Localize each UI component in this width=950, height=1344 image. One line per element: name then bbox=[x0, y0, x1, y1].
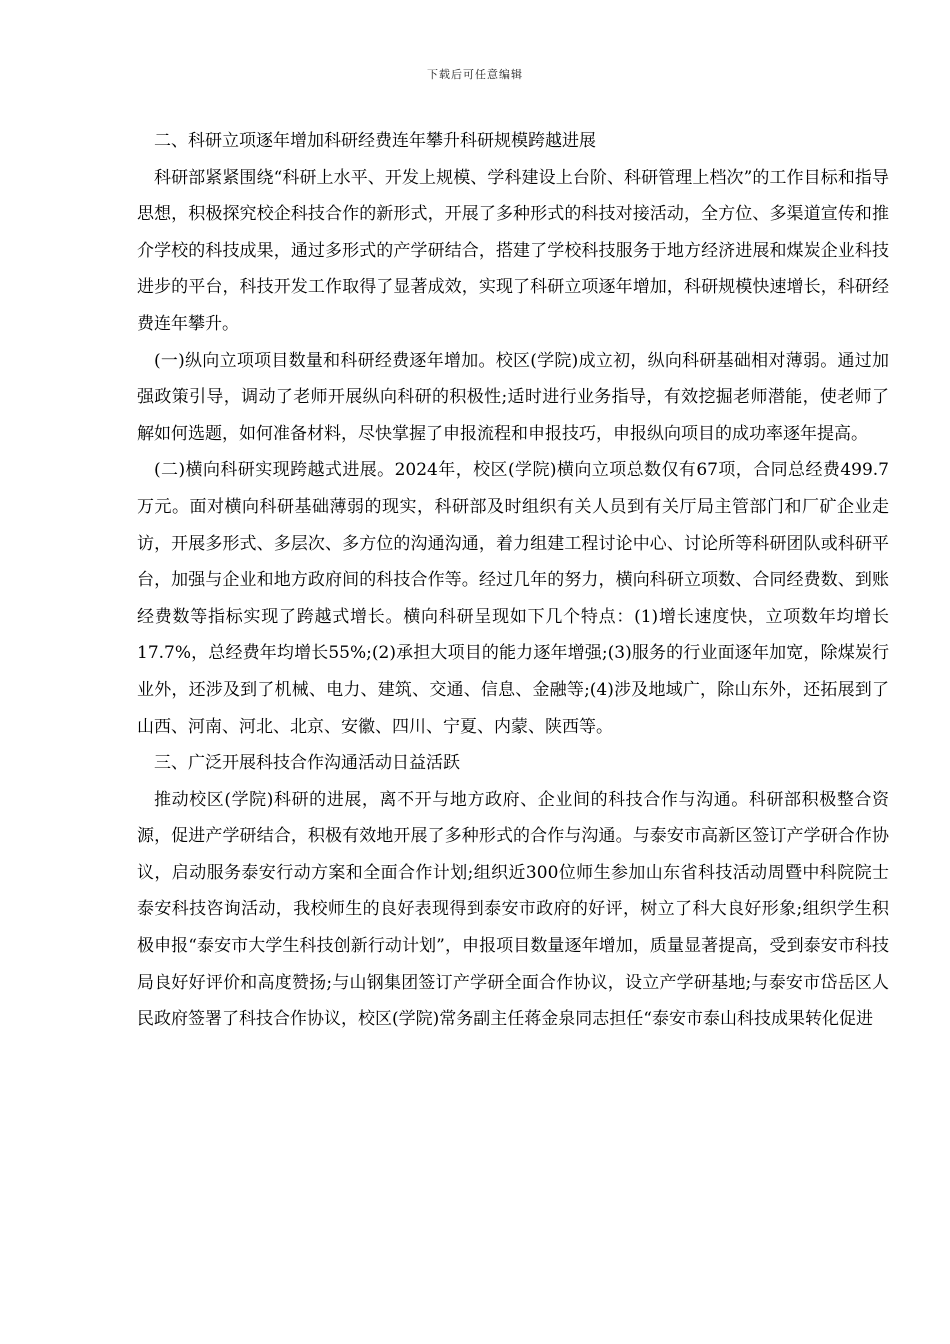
section-heading-3: 三、广泛开展科技合作沟通活动日益活跃 bbox=[154, 753, 460, 774]
paragraph-vertical-projects: (一)纵向立项项目数量和科研经费逐年增加。校区(学院)成立初，纵向科研基础相对薄弱。通过加强政策引导，调动了老师开展纵向科研的积极性;适时进行业务指导，有效挖掘老师潜能，使老师了解如何选题，如何准备材料，尽快掌握了申报流程和申报技巧，申报纵向项目的成功率逐年提高。 bbox=[137, 350, 889, 444]
paragraph-cooperation: 推动校区(学院)科研的进展，离不开与地方政府、企业间的科技合作与沟通。科研部积极整合资源，促进产学研结合，积极有效地开展了多种形式的合作与沟通。与泰安市高新区签订产学研合作协议，启动服务泰安行动方案和全面合作计划;组织近300位师生参加山东省科技活动周暨中科院院士泰安科技咨询活动，我校师生的良好表现得到泰安市政府的好评，树立了科大良好形象;组织学生积极申报“泰安市大学生科技创新行动计划”，申报项目数量逐年增加，质量显著提高，受到泰安市科技局良好好评价和高度赞扬;与山钢集团签订产学研全面合作协议，设立产学研基地;与泰安市岱岳区人民政府签署了科技合作协议，校区(学院)常务副主任蒋金泉同志担任“泰安市泰山科技成果转化促进 bbox=[137, 789, 889, 1030]
header-note: 下载后可任意编辑 bbox=[427, 68, 523, 81]
section-heading-2: 二、科研立项逐年增加科研经费连年攀升科研规模跨越进展 bbox=[154, 131, 596, 151]
paragraph-horizontal-research: (二)横向科研实现跨越式进展。2024年，校区(学院)横向立项总数仅有67项，合同总经费499.7万元。面对横向科研基础薄弱的现实，科研部及时组织有关人员到有关厅局主管部门和厂矿企业走访，开展多形式、多层次、多方位的沟通沟通，着力组建工程讨论中心、讨论所等科研团队或科研平台，加强与企业和地方政府间的科技合作等。经过几年的努力，横向科研立项数、合同经费数、到账经费数等指标实现了跨越式增长。横向科研呈现如下几个特点：(1)增长速度快，立项数年均增长17.7%，总经费年均增长55%;(2)承担大项目的能力逐年增强;(3)服务的行业面逐年加宽，除煤炭行业外，还涉及到了机械、电力、建筑、交通、信息、金融等;(4)涉及地域广，除山东外，还拓展到了山西、河南、河北、北京、安徽、四川、宁夏、内蒙、陕西等。 bbox=[137, 460, 889, 737]
paragraph-intro: 科研部紧紧围绕“科研上水平、开发上规模、学科建设上台阶、科研管理上档次”的工作目标和指导思想，积极探究校企科技合作的新形式，开展了多种形式的科技对接活动，全方位、多渠道宣传和推介学校的科技成果，通过多形式的产学研结合，搭建了学校科技服务于地方经济进展和煤炭企业科技进步的平台，科技开发工作取得了显著成效，实现了科研立项逐年增加，科研规模快速增长，科研经费连年攀升。 bbox=[137, 167, 889, 334]
document-body bbox=[137, 123, 889, 1038]
